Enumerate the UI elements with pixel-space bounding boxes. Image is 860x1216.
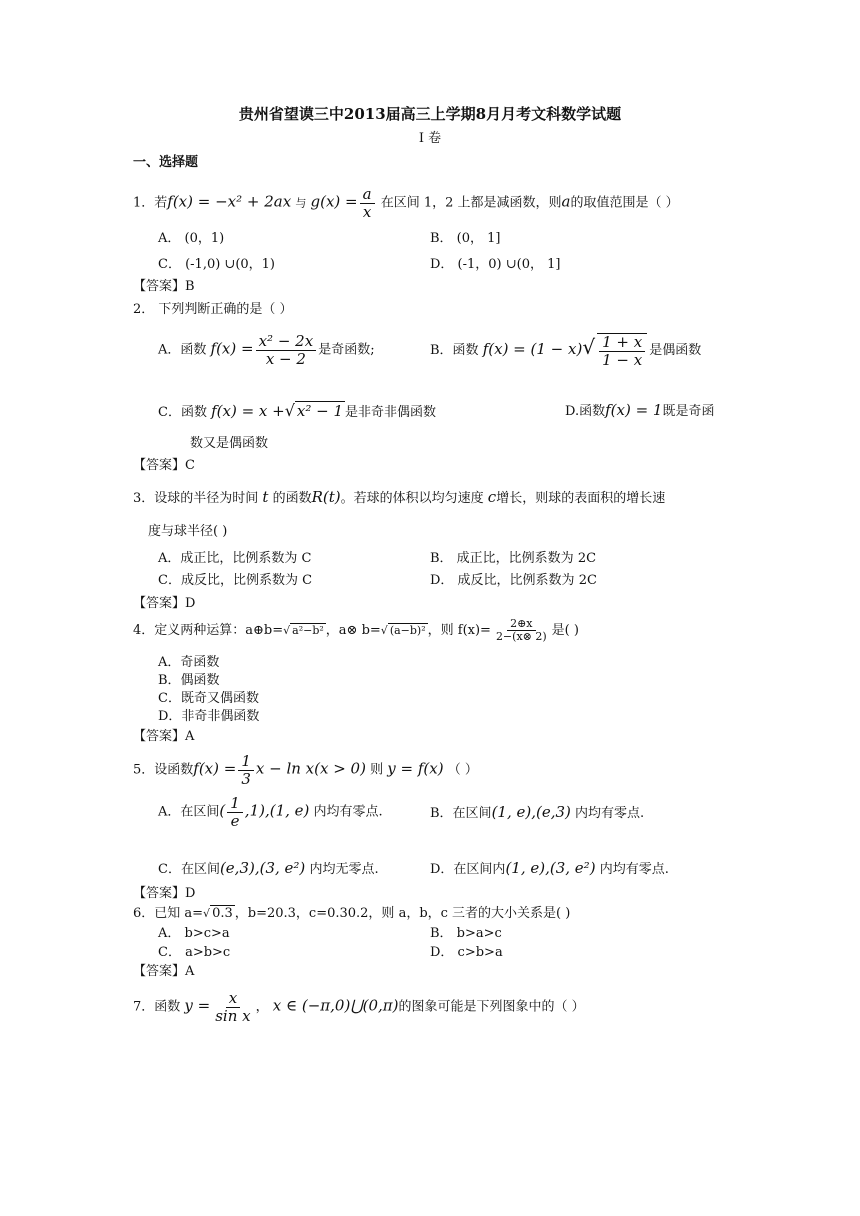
question-1-option-a: A． (0，1): [158, 231, 225, 246]
question-5-answer: 【答案】D: [133, 886, 196, 901]
question-4-option-d: D．非奇非偶函数: [158, 709, 260, 724]
document-title: 贵州省望谟三中2013届高三上学期8月月考文科数学试题: [238, 105, 622, 123]
question-5-option-d: D．在区间内(1, e),(3, e²) 内均有零点.: [430, 859, 669, 877]
question-1-option-c: C． (-1,0) ∪(0，1): [158, 257, 276, 272]
question-3-stem: 3．设球的半径为时间 t 的函数R(t)。若球的体积以均匀速度 c增长，则球的表面积的增长速: [133, 488, 666, 506]
question-4-option-b: B．偶函数: [158, 673, 220, 688]
question-7-stem: 7．函数 y = $\frac{x}{\text{sin x}}$ ， x ∈ (−π,0)⋃(0,π)的图象可能是下列图象中的（ ）: [133, 989, 585, 1025]
question-6-option-b: B． b>a>c: [430, 926, 502, 941]
fraction-a-over-x: $\frac{a}{x}$: [360, 186, 375, 220]
fraction-f-definition: $\frac{2\oplus x}{2-(x\otimes 2)}$: [495, 617, 547, 644]
question-1-option-b: B． (0， 1]: [430, 231, 501, 246]
math-f: f(x) = −x² + 2ax: [167, 192, 292, 211]
question-2-option-a: A．函数 f(x) = $\frac{\text{x² − 2x}}{x - 2}$ 是奇函数;: [158, 332, 375, 368]
volume-label: I 卷: [418, 131, 442, 146]
question-6-stem: 6．已知 a=√ 0.3 ，b=20.3，c=0.30.2，则 a，b，c 三者的大小关系是( ): [133, 906, 571, 921]
question-3-option-d: D． 成反比，比例系数为 2C: [430, 573, 597, 588]
question-6-answer: 【答案】A: [133, 964, 195, 979]
question-4-stem: 4．定义两种运算：a⊕b=√ a²−b² ，a⊗ b=√ (a−b)² ，则 f(x)= $\frac{2\oplus x}{2-(x\otimes 2)}$ 是( ): [133, 617, 579, 644]
section-heading: 一、选择题: [133, 155, 199, 170]
question-3-answer: 【答案】D: [133, 596, 196, 611]
question-1-option-d: D． (-1，0) ∪(0， 1]: [430, 257, 561, 272]
question-3-option-a: A．成正比，比例系数为 C: [158, 551, 312, 566]
question-2-option-d-continued: 数又是偶函数: [190, 436, 269, 451]
question-1-stem: 1．若f(x) = −x² + 2ax 与 g(x) = $\frac{a}{x}$ 在区间 1，2 上都是减函数，则a的取值范围是（ ）: [133, 185, 679, 221]
question-4-option-c: C．既奇又偶函数: [158, 691, 259, 706]
question-2-answer: 【答案】C: [133, 458, 195, 473]
question-3-stem-continued: 度与球半径( ): [148, 524, 228, 539]
question-2-option-d: D.函数f(x) = 1既是奇函: [565, 401, 715, 419]
question-4-answer: 【答案】A: [133, 729, 195, 744]
question-5-option-b: B．在区间(1, e),(e,3) 内均有零点.: [430, 803, 645, 821]
math-g: g(x) =: [310, 192, 358, 211]
question-2-option-c: C．函数 f(x) = x +√ x² − 1 是非奇非偶函数: [158, 401, 437, 420]
question-3-option-b: B． 成正比，比例系数为 2C: [430, 551, 597, 566]
question-2-option-b: B．函数 f(x) = (1 − x)√ $\frac{1 + x}{1 - x}$ 是偶函数: [430, 333, 702, 369]
question-3-option-c: C．成反比，比例系数为 C: [158, 573, 313, 588]
question-5-option-c: C．在区间(e,3),(3, e²) 内均无零点.: [158, 859, 379, 877]
question-5-option-a: A．在区间( $\frac{1}{e}$ ,1),(1, e) 内均有零点.: [158, 794, 383, 830]
question-6-option-a: A． b>c>a: [158, 926, 230, 941]
question-2-stem: 2． 下列判断正确的是（ ）: [133, 302, 293, 317]
question-6-option-d: D． c>b>a: [430, 945, 503, 960]
question-6-option-c: C． a>b>c: [158, 945, 231, 960]
question-1-answer: 【答案】B: [133, 279, 195, 294]
sqrt-sign: √: [582, 335, 596, 359]
question-5-stem: 5．设函数f(x) = $\frac{1}{3}$ x − ln x(x > 0) 则 y = f(x) （ ）: [133, 752, 478, 788]
question-4-option-a: A．奇函数: [158, 655, 220, 670]
